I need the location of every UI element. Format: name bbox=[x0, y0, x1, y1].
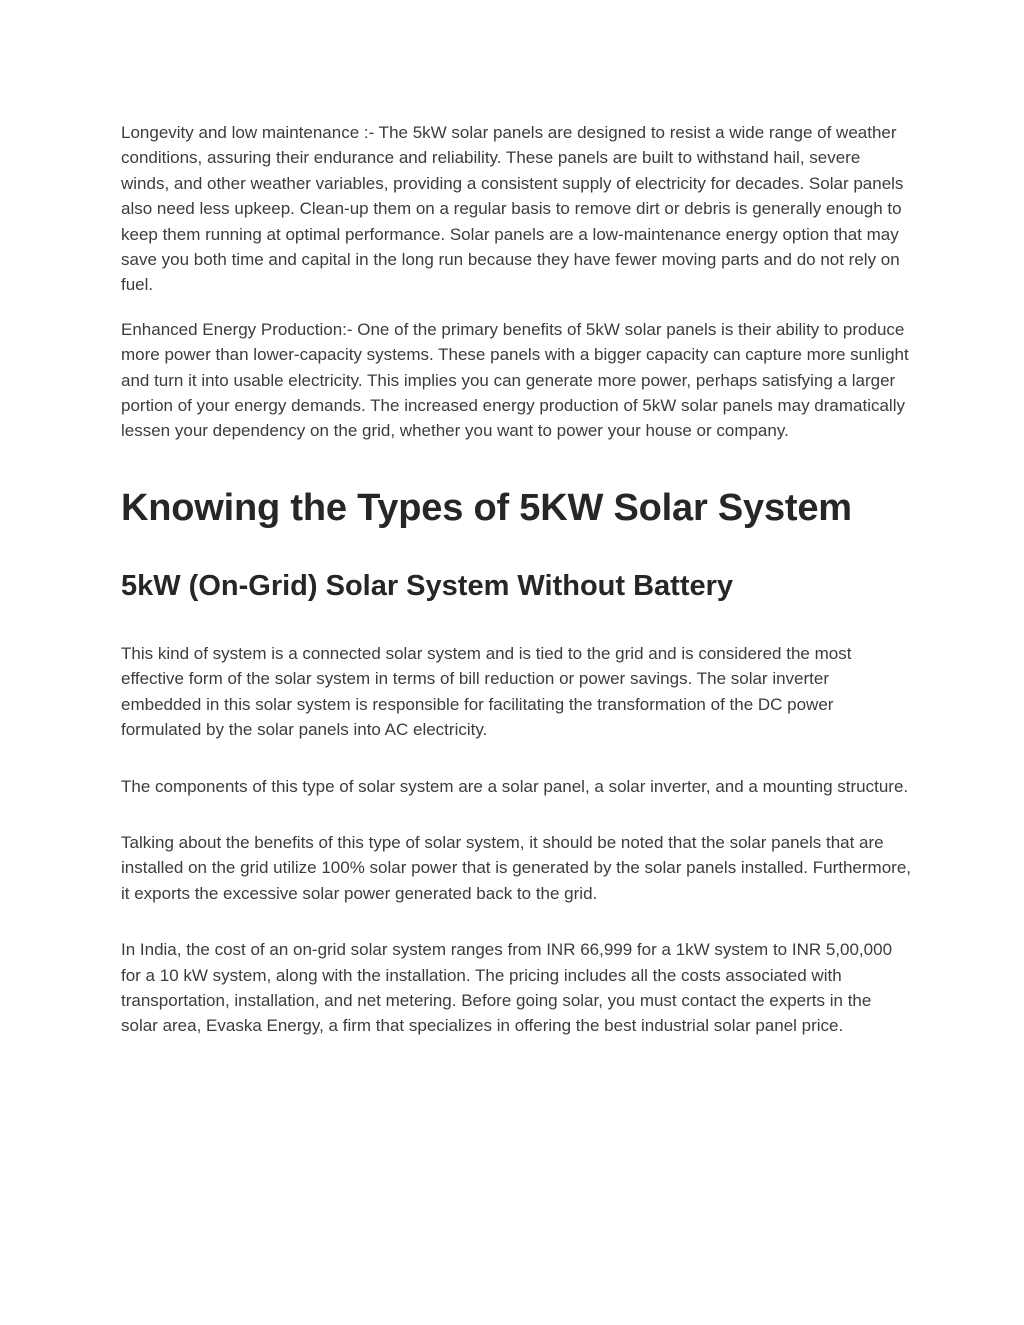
paragraph-system-description: This kind of system is a connected solar system and is tied to the grid and is considered the most effective form of the solar system in terms of bill reduction or power savings. The solar inverter embedded in this solar system is responsible for facilitating the transformation of the DC power formulated by the solar panels into AC electricity. bbox=[121, 643, 852, 740]
main-heading: Knowing the Types of 5KW Solar System bbox=[121, 486, 852, 529]
paragraph-cost: In India, the cost of an on-grid solar system ranges from INR 66,999 for a 1kW system to INR 5,00,000 for a 10 kW system, along with the installation. The pricing includes all the costs associated with transportation, installation, and net metering. Before going solar, you must contact the experts in the solar area, Evaska Energy, a firm that specializes in offering the best industrial solar panel price. bbox=[121, 940, 893, 1036]
paragraph-components: The components of this type of solar system are a solar panel, a solar inverter, and a mounting structure. bbox=[121, 776, 909, 796]
paragraph-benefits: Talking about the benefits of this type of solar system, it should be noted that the solar panels that are installed on the grid utilize 100% solar power that is generated by the solar panels installed. Furthermore, it exports the excessive solar power generated back to the grid. bbox=[121, 832, 911, 903]
paragraph-longevity: Longevity and low maintenance :- The 5kW solar panels are designed to resist a wide range of weather conditions, assuring their endurance and reliability. These panels are built to withstand hail, severe winds, and other weather variables, providing a consistent supply of electricity for decades. Solar panels also need less upkeep. Clean-up them on a regular basis to remove dirt or debris is generally enough to keep them running at optimal performance. Solar panels are a low-maintenance energy option that may save you both time and capital in the long run because they have fewer moving parts and do not rely on fuel. bbox=[121, 123, 904, 295]
sub-heading: 5kW (On-Grid) Solar System Without Battery bbox=[121, 569, 734, 602]
paragraph-energy-production: Enhanced Energy Production:- One of the primary benefits of 5kW solar panels is their ability to produce more power than lower-capacity systems. These panels with a bigger capacity can capture more sunlight and turn it into usable electricity. This implies you can generate more power, perhaps satisfying a larger portion of your energy demands. The increased energy production of 5kW solar panels may dramatically lessen your dependency on the grid, whether you want to power your house or company. bbox=[121, 319, 909, 441]
document-page bbox=[121, 120, 911, 1039]
